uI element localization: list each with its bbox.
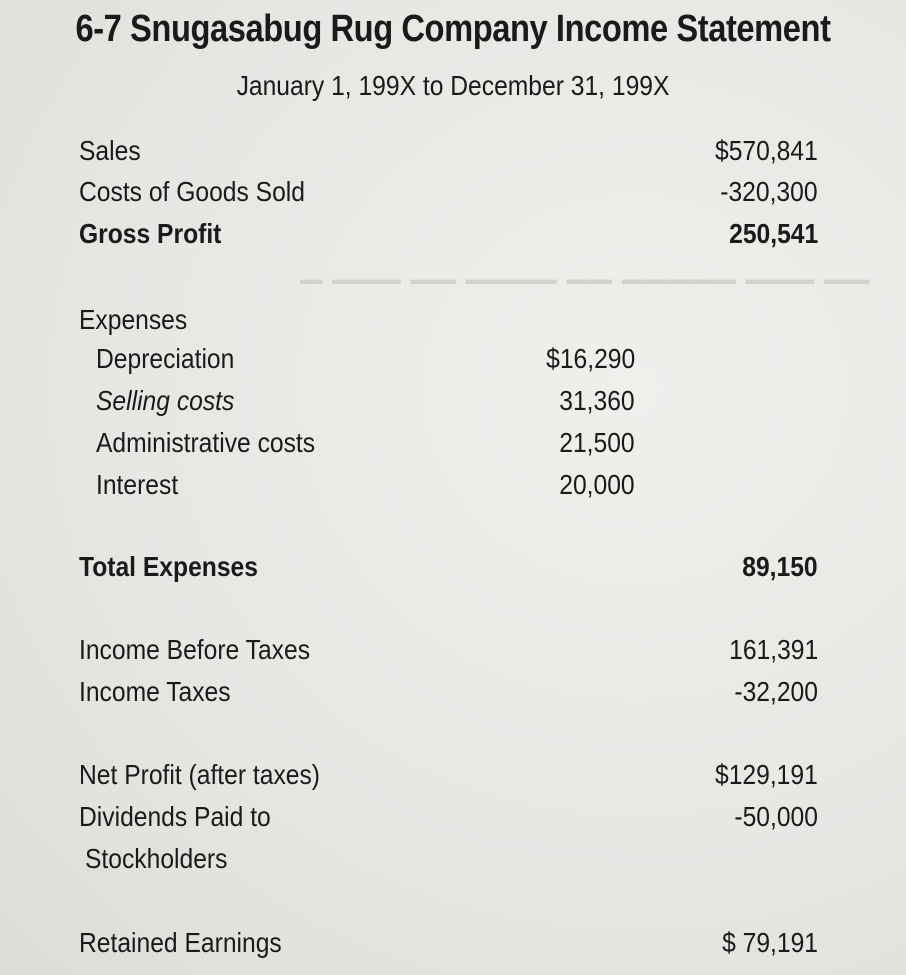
dividends-label-continued: Stockholders [85, 843, 228, 874]
statement-title: 6-7 Snugasabug Rug Company Income Statement [75, 8, 831, 50]
cogs-amount: -320,300 [720, 176, 818, 207]
retained-earnings-label: Retained Earnings [79, 927, 282, 958]
expense-item-label: Selling costs [96, 385, 235, 416]
income-taxes-amount: -32,200 [734, 676, 818, 707]
dividends-label: Dividends Paid to [79, 801, 271, 832]
total-expenses-amount: 89,150 [742, 551, 818, 582]
dividends-amount: -50,000 [734, 801, 818, 832]
bleed-through-texture: ▁ ▁▁▁ ▁▁ ▁▁▁▁ ▁▁ ▁▁▁▁▁ ▁▁▁ ▁▁ [300, 250, 870, 284]
expense-item-amount: 21,500 [559, 427, 635, 458]
expenses-heading: Expenses [79, 304, 188, 335]
expense-item-amount: 20,000 [559, 469, 635, 500]
expense-item-amount: 31,360 [559, 385, 635, 416]
net-profit-label: Net Profit (after taxes) [79, 759, 321, 790]
income-taxes-label: Income Taxes [79, 676, 231, 707]
income-before-taxes-label: Income Before Taxes [79, 634, 311, 665]
cogs-label: Costs of Goods Sold [79, 176, 305, 207]
sales-amount: $570,841 [715, 135, 818, 166]
total-expenses-label: Total Expenses [79, 551, 258, 582]
expense-item-label: Interest [96, 469, 179, 500]
retained-earnings-amount: $ 79,191 [722, 927, 818, 958]
gross-profit-amount: 250,541 [728, 218, 818, 249]
expense-item-amount: $16,290 [545, 343, 635, 374]
expense-item-label: Depreciation [96, 343, 235, 374]
gross-profit-label: Gross Profit [79, 218, 222, 249]
net-profit-amount: $129,191 [715, 759, 818, 790]
sales-label: Sales [79, 135, 141, 166]
statement-period: January 1, 199X to December 31, 199X [236, 70, 670, 101]
expense-item-label: Administrative costs [96, 427, 316, 458]
income-before-taxes-amount: 161,391 [728, 634, 818, 665]
